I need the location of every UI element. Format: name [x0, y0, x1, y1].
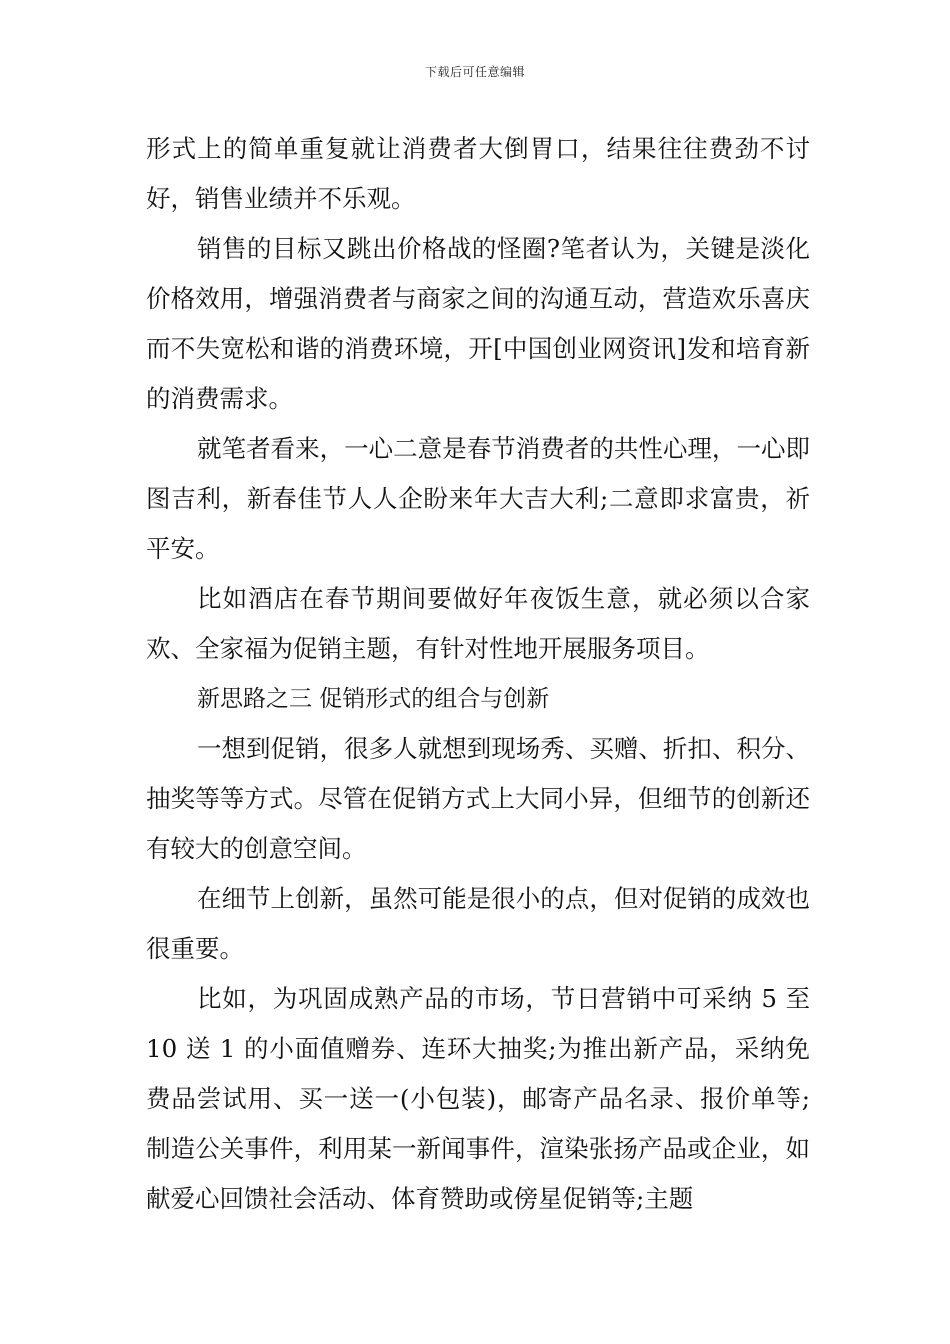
paragraph: 比如，为巩固成熟产品的市场，节日营销中可采纳 5 至 10 送 1 的小面值赠券、连环大抽奖;为推出新产品，采纳免费品尝试用、买一送一(小包装)，邮寄产品名录、报价单等;制造公关事件，利用某一新闻事件，渲染张扬产品或企业，如献爱心回馈社会活动、体育赞助或傍星促销等;主题: [146, 984, 810, 1213]
section-heading: 新思路之三 促销形式的组合与创新: [197, 686, 550, 712]
document-body: [146, 124, 810, 1224]
paragraph: 一想到促销，很多人就想到现场秀、买赠、折扣、积分、抽奖等等方式。尽管在促销方式上大同小异，但细节的创新还有较大的创意空间。: [146, 734, 810, 863]
paragraph: 在细节上创新，虽然可能是很小的点，但对促销的成效也很重要。: [146, 884, 810, 963]
page-header: 下载后可任意编辑: [424, 65, 525, 79]
paragraph-continuation: 形式上的简单重复就让消费者大倒胃口，结果往往费劲不讨好，销售业绩并不乐观。: [146, 134, 810, 213]
paragraph: 销售的目标又跳出价格战的怪圈?笔者认为，关键是淡化价格效用，增强消费者与商家之间的沟通互动，营造欢乐喜庆而不失宽松和谐的消费环境，开[中国创业网资讯]发和培育新的消费需求。: [146, 234, 810, 413]
paragraph: 就笔者看来，一心二意是春节消费者的共性心理，一心即图吉利，新春佳节人人企盼来年大吉大利;二意即求富贵，祈平安。: [146, 434, 810, 563]
paragraph: 比如酒店在春节期间要做好年夜饭生意，就必须以合家欢、全家福为促销主题，有针对性地开展服务项目。: [146, 584, 810, 663]
